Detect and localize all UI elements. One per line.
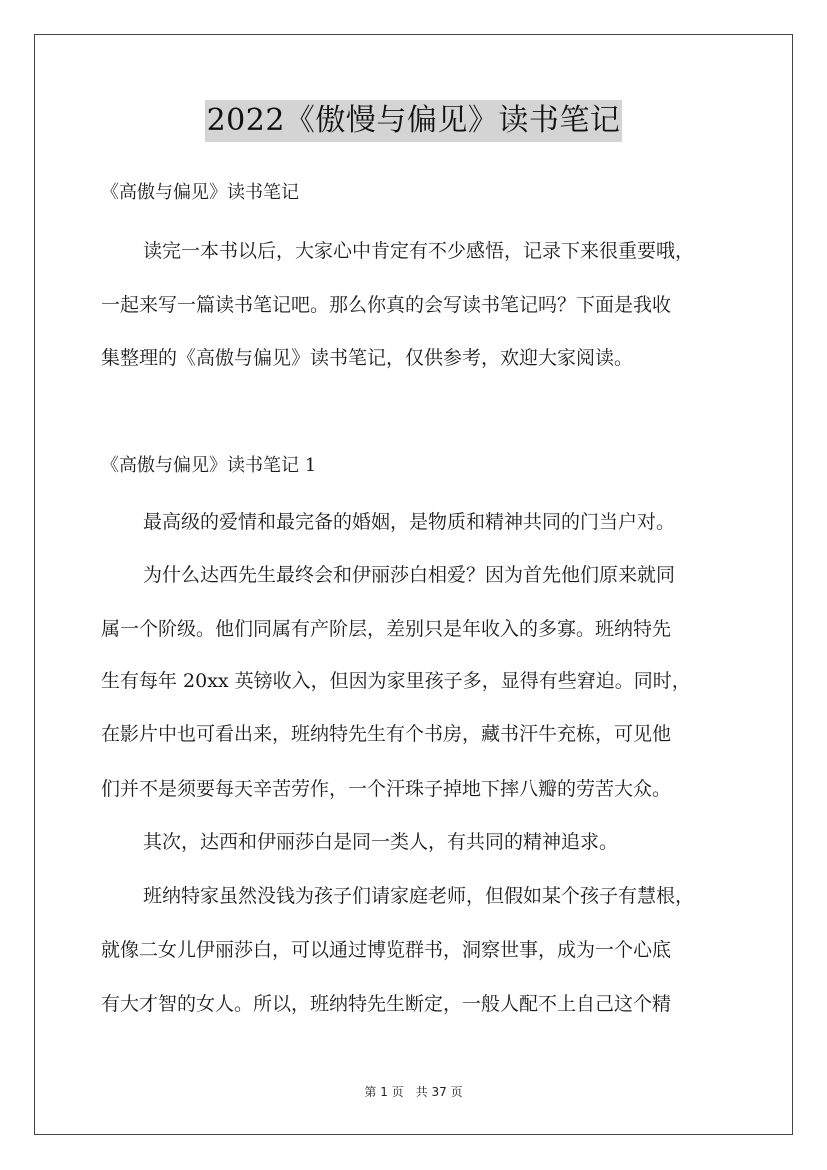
paragraph-line: 属一个阶级。他们同属有产阶层，差别只是年收入的多寡。班纳特先 — [101, 618, 672, 640]
paragraph-line: 有大才智的女人。所以，班纳特先生断定，一般人配不上自己这个精 — [101, 993, 672, 1015]
section-heading: 《高傲与偏见》读书笔记 — [101, 182, 299, 203]
title-container — [0, 100, 827, 142]
paragraph-line: 就像二女儿伊丽莎白，可以通过博览群书，洞察世事，成为一个心底 — [101, 939, 672, 961]
document-title: 2022《傲慢与偏见》读书笔记 — [205, 100, 623, 142]
paragraph-line: 生有每年 20xx 英镑收入，但因为家里孩子多，显得有些窘迫。同时， — [101, 670, 691, 692]
paragraph-line: 在影片中也可看出来，班纳特先生有个书房，藏书汗牛充栋，可见他 — [101, 723, 672, 745]
paragraph-line: 最高级的爱情和最完备的婚姻，是物质和精神共同的门当户对。 — [143, 511, 676, 533]
page-footer — [0, 1083, 827, 1100]
paragraph-line: 其次，达西和伊丽莎白是同一类人，有共同的精神追求。 — [143, 831, 619, 853]
paragraph-line: 们并不是须要每天辛苦劳作，一个汗珠子掉地下摔八瓣的劳苦大众。 — [101, 778, 672, 800]
page-total: 共 37 页 — [415, 1085, 463, 1099]
section-heading: 《高傲与偏见》读书笔记 1 — [101, 455, 317, 476]
paragraph-line: 集整理的《高傲与偏见》读书笔记，仅供参考，欢迎大家阅读。 — [101, 347, 634, 369]
paragraph-line: 班纳特家虽然没钱为孩子们请家庭老师，但假如某个孩子有慧根， — [143, 885, 695, 907]
page-number: 第 1 页 — [364, 1085, 404, 1099]
paragraph-line: 一起来写一篇读书笔记吧。那么你真的会写读书笔记吗？下面是我收 — [101, 294, 672, 316]
paragraph-line: 为什么达西先生最终会和伊丽莎白相爱？因为首先他们原来就同 — [143, 564, 676, 586]
paragraph-line: 读完一本书以后，大家心中肯定有不少感悟，记录下来很重要哦， — [143, 240, 695, 262]
